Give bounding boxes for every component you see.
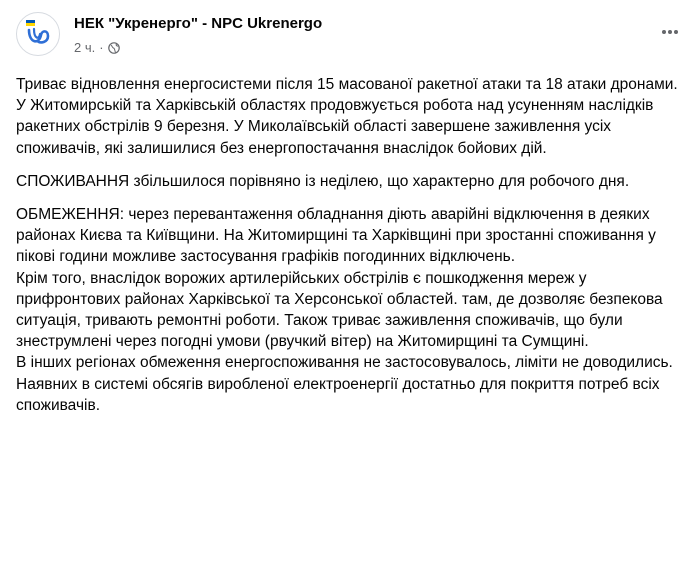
post-time[interactable]: 2 ч.	[74, 40, 96, 55]
post-paragraph: Триває відновлення енергосистеми після 15 масованої ракетної атаки та 18 атаки дронами.	[16, 76, 678, 93]
globe-icon	[108, 42, 120, 54]
post-paragraph: В інших регіонах обмеження енергоспоживання не застосовувалось, ліміти не доводились. Наявних в системі обсягів виробленої електроенергії достатньо для покриття потреб всіх споживачів.	[16, 354, 673, 414]
paragraph-spacer	[16, 192, 680, 204]
meta-separator: ·	[99, 40, 104, 55]
post-paragraph: ОБМЕЖЕННЯ: через перевантаження обладнання діють аварійні відключення в деяких районах Києва та Київщини. На Житомирщині та Харківщині при зростанні споживання у пікові години можливе застосування графіків погодинних відключень.	[16, 206, 656, 266]
post-message	[16, 74, 680, 416]
post-paragraph: Крім того, внаслідок ворожих артилерійських обстрілів є пошкодження мереж у прифронтових районах Харківської та Херсонської областей. там, де дозволяє безпекова ситуація, тривають ремонтні роботи. Також триває заживлення споживачів, що були знеструмлені через погодні умови (рвучкий вітер) на Житомирщині та Сумщині.	[16, 269, 663, 351]
more-options-button[interactable]	[656, 22, 684, 42]
more-options-icon	[661, 29, 679, 35]
page-name[interactable]: НЕК "Укренерго" - NPC Ukrenergo	[74, 15, 323, 32]
post-paragraph: СПОЖИВАННЯ збільшилося порівняно із неділею, що характерно для робочого дня.	[16, 172, 630, 190]
post-meta	[74, 40, 120, 55]
ukrenergo-logo-icon	[17, 13, 59, 55]
paragraph-spacer	[16, 159, 680, 171]
post-header	[16, 12, 684, 62]
page-avatar[interactable]	[16, 12, 60, 56]
post-paragraph: У Житомирській та Харківській областях продовжується робота над усуненням наслідків ракетних обстрілів 9 березня. У Миколаївській області завершене заживлення усіх споживачів, які залишилися без енергопостачання внаслідок бойових дій.	[16, 97, 654, 157]
